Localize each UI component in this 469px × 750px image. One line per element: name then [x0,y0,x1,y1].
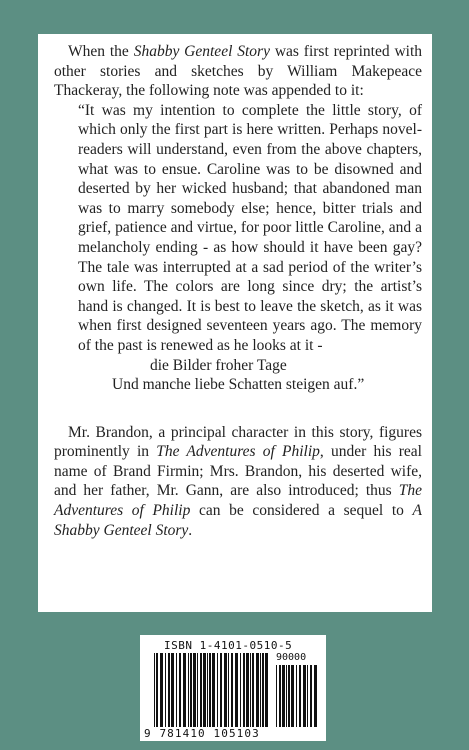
sequel-book-title-1: The Adventures of Philip [156,443,320,461]
sequel-paragraph [54,423,422,541]
barcode-bar [231,653,233,727]
barcode-bar [217,653,218,727]
barcode-bar [282,665,285,727]
intro-paragraph [54,42,422,101]
barcode-bar [200,653,202,727]
barcode-bar [246,653,249,727]
barcode-bar [193,653,196,727]
barcode-bar [168,653,170,727]
barcode-bar [256,653,259,727]
barcode-bar [286,665,287,727]
barcode-bar [307,665,308,727]
barcode-bar [299,665,301,727]
thackeray-quote: “It was my intention to complete the little story, of which only the first part is here written. Perhaps novel-readers will understand, even from the above chapters, what was to ensue. Caroline was to be disowned and deserted by her wicked husband; that abandoned man was to marry somebody else; hence, bitter trials and grief, patience and virtue, for poor little Caroline, and a melancholy ending - as how should it have been gay? The tale was interrupted at a sad period of the writer’s own life. The colors are long since dry; the artist’s hand is changed. It is best to leave the sketch, as it was when first designed seventeen years ago. The memory of the past is renewed as he looks at it - [78,101,422,354]
ean-digits: 9 781410 105103 [144,727,260,740]
verse-line-2: Und manche liebe Schatten steigen auf.” [112,376,365,394]
barcode-bar [291,665,294,727]
barcode-bar [252,653,254,727]
barcode-bar [303,665,306,727]
barcode-bar [279,665,281,727]
barcode-bar [235,653,238,727]
sequel-text-4: . [188,521,193,539]
barcode-bar [224,653,227,727]
isbn-barcode [140,635,326,741]
sequel-text-2: , under his real name of Brand Firmin; Mrs. Brandon, his deserted wife, and her father, Mr. Gann, are also introduced; thus [54,443,422,500]
barcode-bar [250,653,251,727]
barcode-bar [243,653,245,727]
barcode-bar [154,653,155,727]
back-cover-text-panel [38,34,432,612]
addon-number: 90000 [276,652,307,663]
barcode-bar [197,653,198,727]
barcode-bar [314,665,317,727]
barcode-bar [265,653,268,727]
isbn-label: ISBN 1-4101-0510-5 [164,639,293,652]
barcode-bar [260,653,261,727]
barcode-bar [240,653,241,727]
sequel-text-1: Mr. Brandon, a principal character in this story, figures prominently in [54,423,422,461]
barcode-bar [288,665,290,727]
barcode-bar [176,653,177,727]
barcode-bar [188,653,189,727]
barcode-bar [156,653,158,727]
barcode-bar [207,653,208,727]
intro-book-title: Shabby Genteel Story [133,43,270,60]
barcode-bar [228,653,229,727]
barcode-bar [220,653,222,727]
barcode-bar [212,653,215,727]
intro-text-end: was first reprinted with other stories and sketches by William Makepeace Thackeray, the following note was appended to it: [54,43,423,100]
barcode-bar [190,653,192,727]
sequel-text-3: can be considered a sequel to [190,502,413,520]
barcode-bar [171,653,174,727]
barcode-bar [296,665,297,727]
barcode-bar [310,665,312,727]
sequel-book-title-3: A Shabby Genteel Story [54,502,422,539]
barcode-bar [165,653,166,727]
barcode-bar [179,653,181,727]
sequel-book-title-2: The Adventures of Philip [54,482,422,520]
barcode-bar [160,653,163,727]
barcode-bar [203,653,206,727]
barcode-bar [209,653,211,727]
barcode-bar [276,665,277,727]
verse-line-1: die Bilder froher Tage [150,356,287,374]
barcode-bar [183,653,186,727]
barcode-bar [262,653,264,727]
intro-text-start: When the [68,43,134,60]
